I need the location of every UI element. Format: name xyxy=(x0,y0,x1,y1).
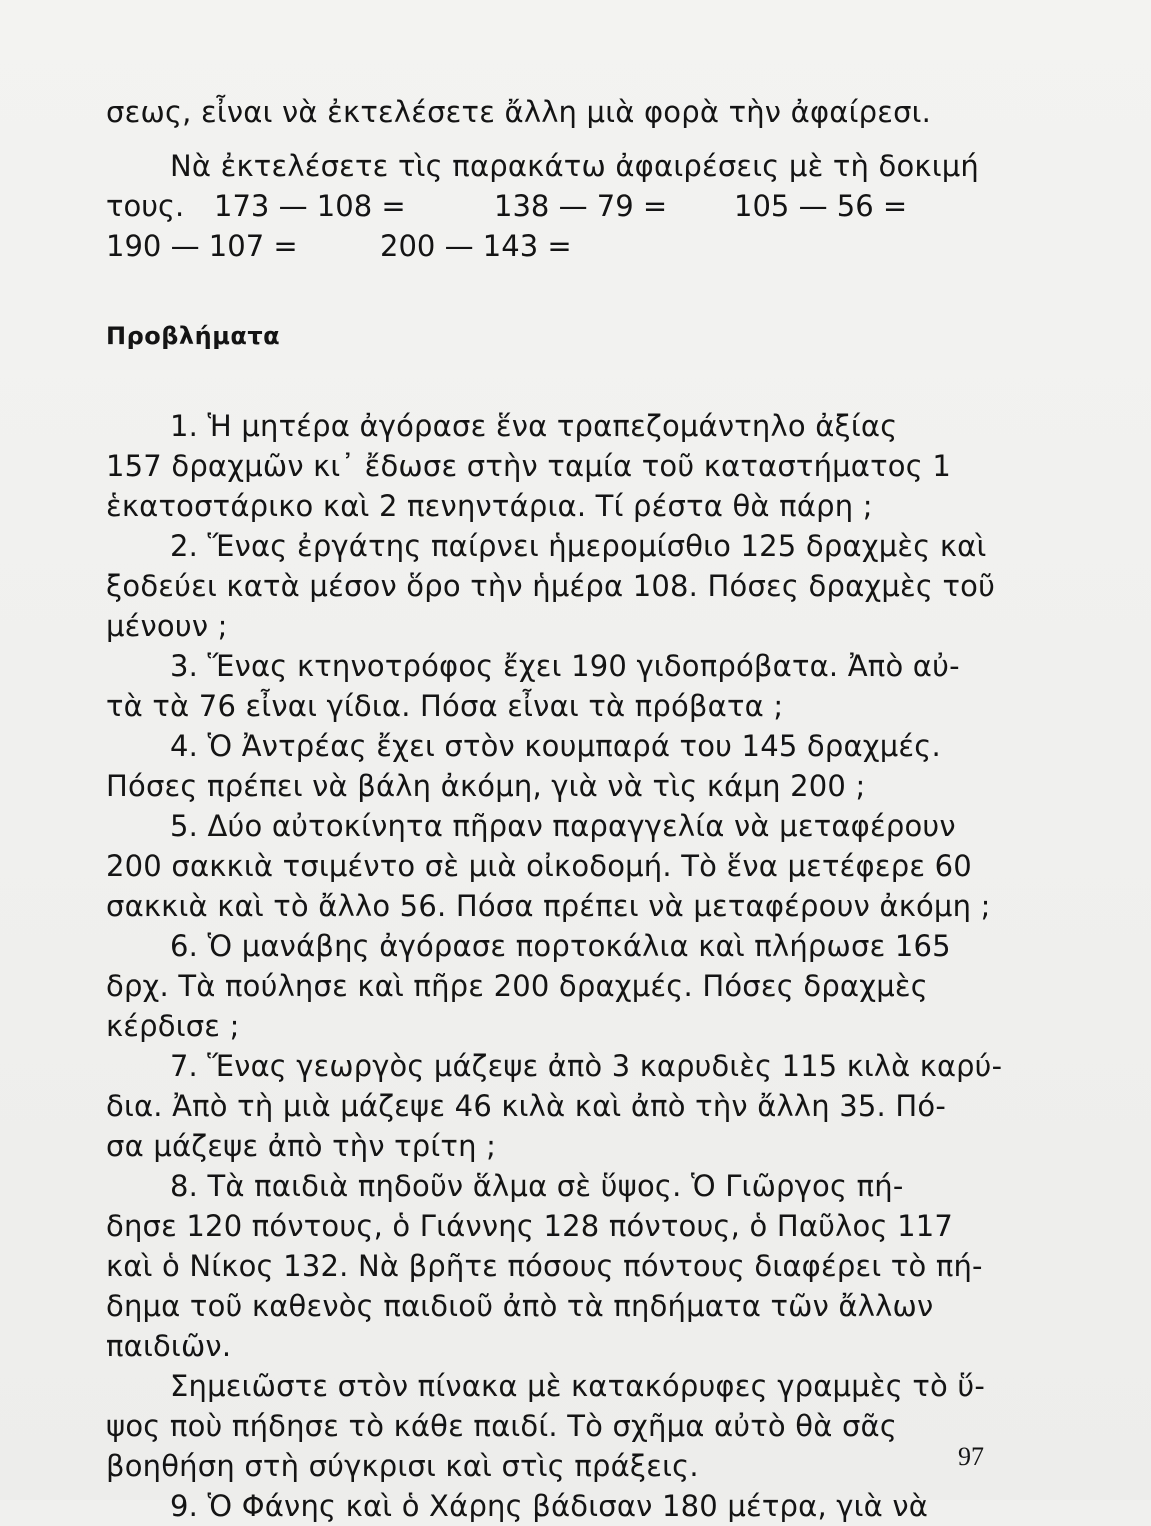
spacer xyxy=(106,356,1002,406)
problem-line xyxy=(106,1206,1002,1246)
problem-text: 200 σακκιὰ τσιμέντο σὲ μιὰ οἰκοδομή. Τὸ ἕνα μετέφερε 60 xyxy=(106,849,972,883)
problem-text: παιδιῶν. xyxy=(106,1329,232,1363)
problem-text: Πόσες πρέπει νὰ βάλη ἀκόμη, γιὰ νὰ τὶς κάμη 200 ; xyxy=(106,769,866,803)
exercise-3: 105 — 56 = xyxy=(734,189,908,223)
problem-text: τὰ τὰ 76 εἶναι γίδια. Πόσα εἶναι τὰ πρόβατα ; xyxy=(106,689,784,723)
intro-text-1: σεως, εἶναι νὰ ἐκτελέσετε ἄλλη μιὰ φορὰ τὴν ἀφαίρεσι. xyxy=(106,95,932,129)
problem-text: 2. Ἕνας ἐργάτης παίρνει ἡμερομίσθιο 125 δραχμὲς καὶ xyxy=(170,529,987,563)
problem-line xyxy=(106,686,1002,726)
problem-text: 1. Ἡ μητέρα ἀγόρασε ἕνα τραπεζομάντηλο ἀξίας xyxy=(170,409,898,443)
problem-text: 5. Δύο αὐτοκίνητα πῆραν παραγγελία νὰ μεταφέρουν xyxy=(170,809,956,843)
problem-line xyxy=(106,1406,1002,1446)
problem-text: 7. Ἕνας γεωργὸς μάζεψε ἀπὸ 3 καρυδιὲς 115 κιλὰ καρύ- xyxy=(170,1049,1003,1083)
problem-text: καὶ ὁ Νίκος 132. Νὰ βρῆτε πόσους πόντους διαφέρει τὸ πή- xyxy=(106,1249,983,1283)
exercise-5: 200 — 143 = xyxy=(380,229,572,263)
problem-text: μένουν ; xyxy=(106,609,228,643)
intro-text-2: Νὰ ἐκτελέσετε τὶς παρακάτω ἀφαιρέσεις μὲ τὴ δοκιμή xyxy=(170,149,979,183)
problem-line xyxy=(106,606,1002,646)
exercise-2: 138 — 79 = xyxy=(494,189,668,223)
problem-text: δια. Ἀπὸ τὴ μιὰ μάζεψε 46 κιλὰ καὶ ἀπὸ τὴν ἄλλη 35. Πό- xyxy=(106,1089,947,1123)
problem-text: κέρδισε ; xyxy=(106,1009,240,1043)
exercise-4: 190 — 107 = xyxy=(106,229,298,263)
intro-line-2 xyxy=(106,146,1002,186)
problem-text: ψος ποὺ πήδησε τὸ κάθε παιδί. Τὸ σχῆμα αὐτὸ θὰ σᾶς xyxy=(106,1409,898,1443)
problem-text: 8. Τὰ παιδιὰ πηδοῦν ἅλμα σὲ ὕψος. Ὁ Γιῶργος πή- xyxy=(170,1169,904,1203)
problem-line xyxy=(106,846,1002,886)
problem-line xyxy=(106,566,1002,606)
problem-line xyxy=(106,886,1002,926)
problem-line xyxy=(106,1166,1002,1206)
exercise-row-1 xyxy=(106,186,1002,226)
exercise-row-2 xyxy=(106,226,1002,266)
problem-line xyxy=(106,1486,1002,1526)
problem-line xyxy=(106,1366,1002,1406)
problem-line xyxy=(106,446,1002,486)
problem-text: 157 δραχμῶν κι᾽ ἔδωσε στὴν ταμία τοῦ καταστήματος 1 xyxy=(106,449,952,483)
exercise-1: 173 — 108 = xyxy=(214,189,406,223)
problem-text: 6. Ὁ μανάβης ἀγόρασε πορτοκάλια καὶ πλήρωσε 165 xyxy=(170,929,951,963)
problem-line xyxy=(106,926,1002,966)
page-number: 97 xyxy=(958,1442,984,1471)
problem-text: 3. Ἕνας κτηνοτρόφος ἔχει 190 γιδοπρόβατα. Ἀπὸ αὐ- xyxy=(170,649,960,683)
problem-line xyxy=(106,646,1002,686)
spacer xyxy=(106,266,1002,316)
problem-text: σα μάζεψε ἀπὸ τὴν τρίτη ; xyxy=(106,1129,497,1163)
problem-line xyxy=(106,1286,1002,1326)
page-content xyxy=(106,92,1002,1526)
problem-text: Σημειῶστε στὸν πίνακα μὲ κατακόρυφες γραμμὲς τὸ ὕ- xyxy=(170,1369,986,1403)
problem-line xyxy=(106,726,1002,766)
problem-line xyxy=(106,1046,1002,1086)
section-heading: Προβλήματα xyxy=(106,322,281,350)
problem-text: δημα τοῦ καθενὸς παιδιοῦ ἀπὸ τὰ πηδήματα τῶν ἄλλων xyxy=(106,1289,934,1323)
problem-line xyxy=(106,766,1002,806)
problem-text: βοηθήση στὴ σύγκρισι καὶ στὶς πράξεις. xyxy=(106,1449,699,1483)
problem-line xyxy=(106,806,1002,846)
spacer xyxy=(106,132,1002,146)
problem-line xyxy=(106,1246,1002,1286)
problem-line xyxy=(106,1126,1002,1166)
problem-line xyxy=(106,486,1002,526)
problem-text: ξοδεύει κατὰ μέσον ὅρο τὴν ἡμέρα 108. Πόσες δραχμὲς τοῦ xyxy=(106,569,996,603)
problem-line xyxy=(106,966,1002,1006)
problem-text: δρχ. Τὰ πούλησε καὶ πῆρε 200 δραχμές. Πόσες δραχμὲς xyxy=(106,969,928,1003)
problem-text: 4. Ὁ Ἀντρέας ἔχει στὸν κουμπαρά του 145 δραχμές. xyxy=(170,729,941,763)
intro-line-1 xyxy=(106,92,1002,132)
problem-text: ἑκατοστάρικο καὶ 2 πενηντάρια. Τί ρέστα θὰ πάρη ; xyxy=(106,489,873,523)
problem-line xyxy=(106,406,1002,446)
problem-text: σακκιὰ καὶ τὸ ἄλλο 56. Πόσα πρέπει νὰ μεταφέρουν ἀκόμη ; xyxy=(106,889,991,923)
problem-line xyxy=(106,526,1002,566)
problem-text: δησε 120 πόντους, ὁ Γιάννης 128 πόντους, ὁ Παῦλος 117 xyxy=(106,1209,954,1243)
problem-line xyxy=(106,1006,1002,1046)
problem-text: 9. Ὁ Φάνης καὶ ὁ Χάρης βάδισαν 180 μέτρα, γιὰ νὰ xyxy=(170,1489,929,1523)
problem-line xyxy=(106,1326,1002,1366)
problem-line xyxy=(106,1086,1002,1126)
intro-word-tous: τους. xyxy=(106,189,185,223)
problem-line xyxy=(106,1446,1002,1486)
